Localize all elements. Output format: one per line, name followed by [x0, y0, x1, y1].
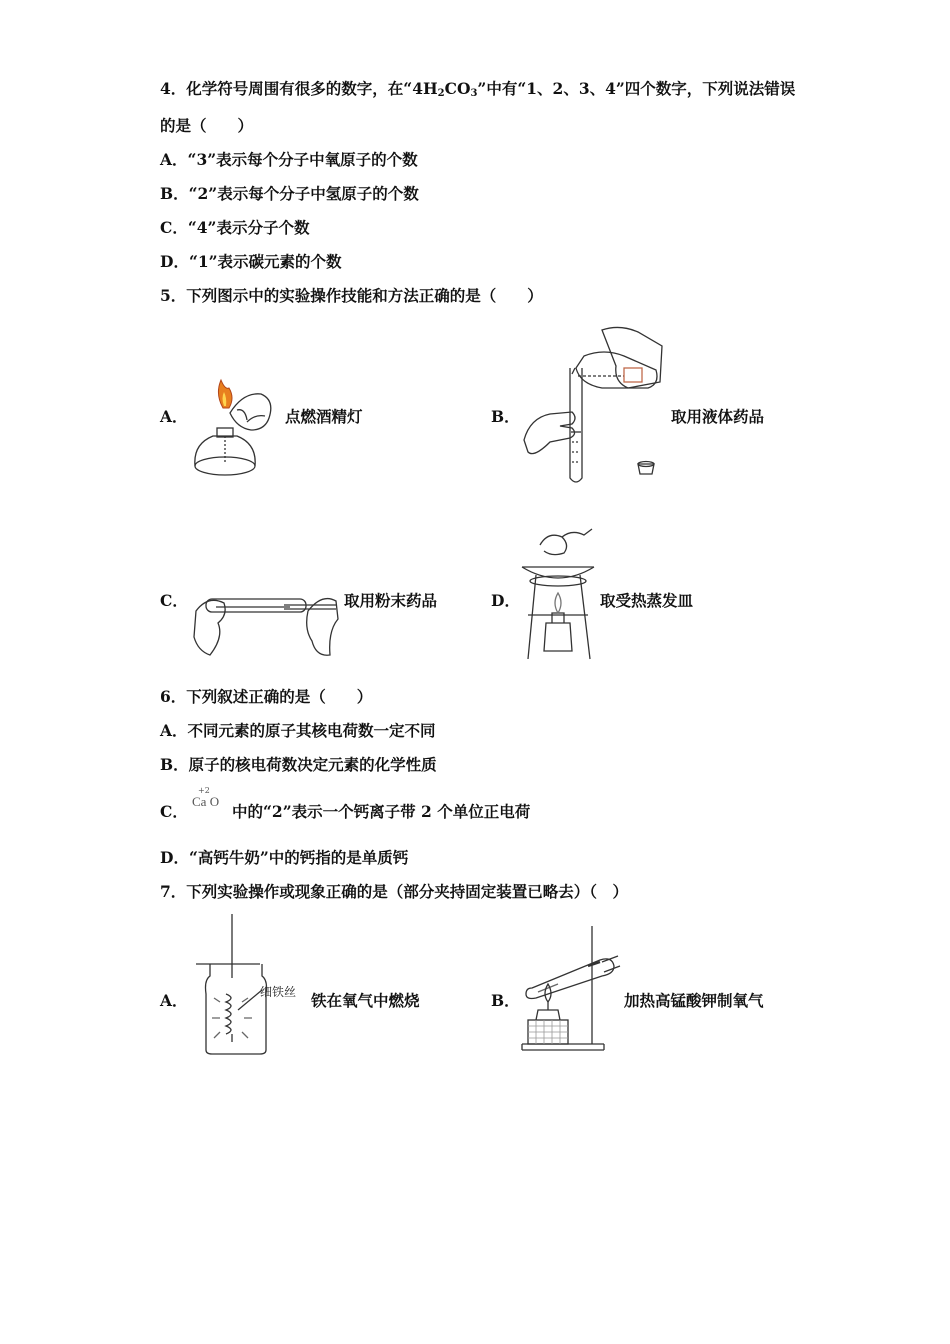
- q5-option-d-caption: 取受热蒸发皿: [600, 591, 694, 610]
- q7-option-b-letter: B．: [491, 991, 520, 1010]
- q6-option-c-formula: Ca O: [192, 794, 220, 809]
- evaporating-dish-figure: [518, 527, 600, 663]
- q5-option-b-letter: B．: [491, 407, 520, 426]
- q4-stem-line2: 的是（ ）: [160, 116, 254, 135]
- q4-option-d: D．“1”表示碳元素的个数: [160, 252, 342, 271]
- q7-stem: 7．下列实验操作或现象正确的是（部分夹持固定装置已略去）（ ）: [160, 882, 629, 901]
- q6-option-a: A．不同元素的原子其核电荷数一定不同: [160, 721, 436, 740]
- potassium-permanganate-heating-figure: [518, 922, 622, 1054]
- q5-option-a-letter: A．: [160, 407, 188, 426]
- q6-option-d: D．“高钙牛奶”中的钙指的是单质钙: [160, 848, 409, 867]
- powder-tube-figure: [190, 585, 340, 663]
- pour-liquid-figure: [520, 322, 668, 487]
- q4-option-a: A．“3”表示每个分子中氧原子的个数: [160, 150, 418, 169]
- q6-option-c-charge: +2: [198, 786, 210, 795]
- q6-option-c-text: 中的“2”表示一个钙离子带 2 个单位正电荷: [232, 802, 531, 821]
- q7-option-a-letter: A．: [160, 991, 188, 1010]
- q5-option-c-caption: 取用粉末药品: [344, 591, 438, 610]
- alcohol-lamp-figure: [185, 378, 283, 483]
- q6-option-b: B．原子的核电荷数决定元素的化学性质: [160, 755, 437, 774]
- q7-option-a-caption: 铁在氧气中燃烧: [311, 991, 420, 1010]
- q6-option-c-letter: C．: [160, 802, 188, 821]
- q5-option-a-caption: 点燃酒精灯: [285, 407, 363, 426]
- q7-option-b-caption: 加热高锰酸钾制氧气: [624, 991, 764, 1010]
- q4-stem-line1: 4．化学符号周围有很多的数字，在“$4H_2CO_3$”中有“1、2、3、4”四个数字，下列说法错误: [160, 79, 796, 99]
- q5-option-d-letter: D．: [491, 591, 520, 610]
- iron-wire-label: 细铁丝: [260, 985, 297, 999]
- iron-wire-bottle-figure: [192, 914, 308, 1056]
- q5-option-b-caption: 取用液体药品: [671, 407, 765, 426]
- q4-option-b: B．“2”表示每个分子中氢原子的个数: [160, 184, 419, 203]
- q4-option-c: C．“4”表示分子个数: [160, 218, 310, 237]
- q5-option-c-letter: C．: [160, 591, 188, 610]
- q6-stem: 6．下列叙述正确的是（ ）: [160, 687, 373, 706]
- q5-stem: 5．下列图示中的实验操作技能和方法正确的是（ ）: [160, 286, 543, 305]
